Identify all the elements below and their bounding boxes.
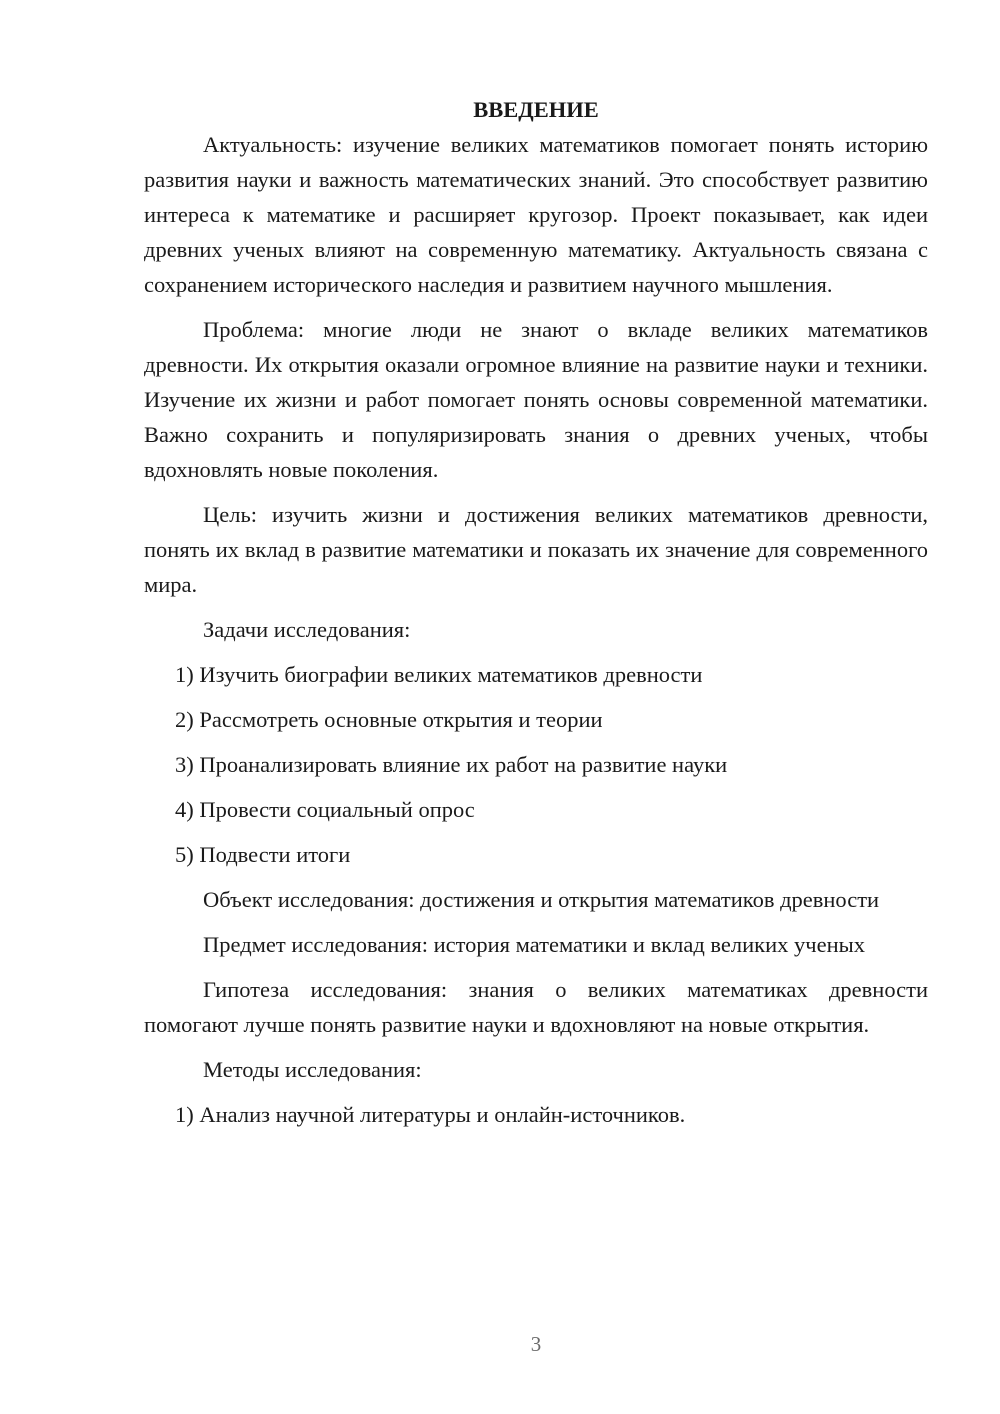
methods-label: Методы исследования: bbox=[203, 1057, 422, 1082]
page-heading: ВВЕДЕНИЕ bbox=[473, 97, 599, 122]
page-number: 3 bbox=[530, 1332, 542, 1356]
list-item: 4) Провести социальный опрос bbox=[175, 797, 475, 822]
list-item: 3) Проанализировать влияние их работ на развитие науки bbox=[175, 752, 728, 777]
goal-paragraph: Цель: изучить жизни и достижения великих математиков древности, понять их вклад в развитие математики и показать их значение для современного мира. bbox=[144, 502, 928, 597]
methods-list bbox=[144, 1097, 928, 1132]
list-item: 1) Анализ научной литературы и онлайн-источников. bbox=[175, 1102, 686, 1127]
hypothesis-paragraph: Гипотеза исследования: знания о великих математиках древности помогают лучше понять развитие науки и вдохновляют на новые открытия. bbox=[144, 977, 928, 1037]
problem-paragraph: Проблема: многие люди не знают о вкладе великих математиков древности. Их открытия оказали огромное влияние на развитие науки и техники. Изучение их жизни и работ помогает понять основы современной математики. Важно сохранить и популяризировать знания о древних ученых, чтобы вдохновлять новые поколения. bbox=[144, 317, 928, 482]
list-item: 5) Подвести итоги bbox=[175, 842, 351, 867]
relevance-paragraph: Актуальность: изучение великих математиков помогает понять историю развития науки и важность математических знаний. Это способствует развитию интереса к математике и расширяет кругозор. Проект показывает, как идеи древних ученых влияют на современную математику. Актуальность связана с сохранением исторического наследия и развитием научного мышления. bbox=[144, 132, 928, 297]
subject-paragraph: Предмет исследования: история математики и вклад великих ученых bbox=[203, 932, 865, 957]
tasks-label: Задачи исследования: bbox=[203, 617, 411, 642]
list-item: 1) Изучить биографии великих математиков древности bbox=[175, 662, 703, 687]
object-paragraph: Объект исследования: достижения и открытия математиков древности bbox=[203, 887, 880, 912]
document-page bbox=[144, 92, 928, 1132]
list-item: 2) Рассмотреть основные открытия и теории bbox=[175, 707, 603, 732]
tasks-list bbox=[144, 657, 928, 872]
